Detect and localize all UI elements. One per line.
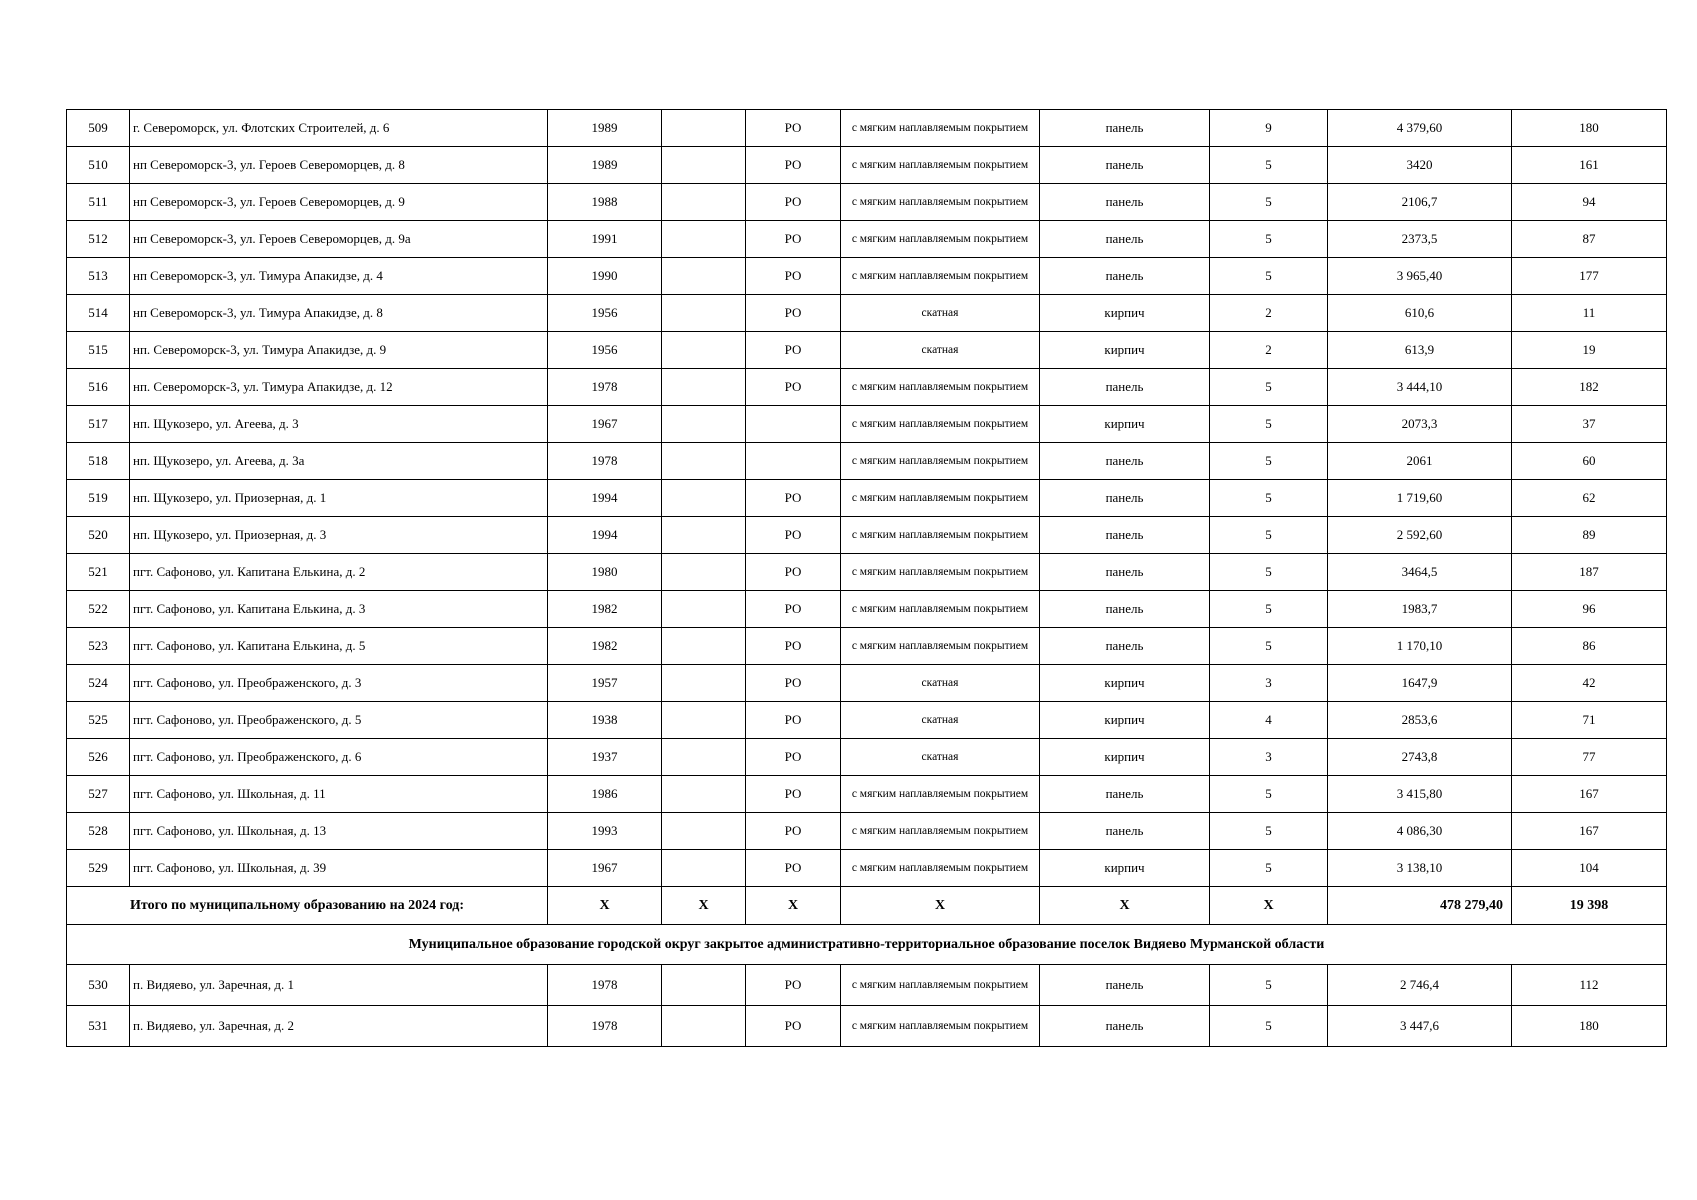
cell-wall: кирпич xyxy=(1040,739,1210,776)
cell-address: пгт. Сафоново, ул. Школьная, д. 11 xyxy=(130,776,548,813)
cell-col5: РО xyxy=(746,850,841,887)
cell-area: 2743,8 xyxy=(1328,739,1512,776)
cell-address: г. Североморск, ул. Флотских Строителей, д. 6 xyxy=(130,110,548,147)
cell-col4 xyxy=(662,184,746,221)
cell-col5: РО xyxy=(746,628,841,665)
table-body-main xyxy=(67,110,1667,887)
cell-col5: РО xyxy=(746,110,841,147)
cell-roof: с мягким наплавляемым покрытием xyxy=(841,480,1040,517)
cell-number: 510 xyxy=(67,147,130,184)
table-row xyxy=(67,110,1667,147)
cell-residents: 177 xyxy=(1512,258,1667,295)
cell-address: нп. Щукозеро, ул. Агеева, д. 3 xyxy=(130,406,548,443)
table-row xyxy=(67,1006,1667,1047)
cell-floors: 9 xyxy=(1210,110,1328,147)
cell-wall: панель xyxy=(1040,147,1210,184)
cell-wall: панель xyxy=(1040,776,1210,813)
cell-col4 xyxy=(662,739,746,776)
cell-number: 520 xyxy=(67,517,130,554)
cell-number: 513 xyxy=(67,258,130,295)
cell-residents: 37 xyxy=(1512,406,1667,443)
cell-col5: РО xyxy=(746,739,841,776)
cell-floors: 5 xyxy=(1210,965,1328,1006)
cell-year: 1991 xyxy=(548,221,662,258)
cell-residents: 86 xyxy=(1512,628,1667,665)
cell-year: 1980 xyxy=(548,554,662,591)
cell-year: 1978 xyxy=(548,443,662,480)
cell-address: нп. Щукозеро, ул. Приозерная, д. 3 xyxy=(130,517,548,554)
cell-area: 2 746,4 xyxy=(1328,965,1512,1006)
cell-address: нп Североморск-3, ул. Героев Североморцев, д. 8 xyxy=(130,147,548,184)
cell-number: 523 xyxy=(67,628,130,665)
table-row xyxy=(67,739,1667,776)
cell-wall: панель xyxy=(1040,517,1210,554)
cell-floors: 5 xyxy=(1210,443,1328,480)
total-residents: 19 398 xyxy=(1512,887,1667,925)
cell-col5: РО xyxy=(746,665,841,702)
total-cell-x: X xyxy=(548,887,662,925)
cell-residents: 60 xyxy=(1512,443,1667,480)
cell-roof: с мягким наплавляемым покрытием xyxy=(841,443,1040,480)
cell-col4 xyxy=(662,628,746,665)
cell-floors: 5 xyxy=(1210,147,1328,184)
cell-floors: 5 xyxy=(1210,776,1328,813)
section-title: Муниципальное образование городской округ закрытое административно-территориальное образование поселок Видяево Мурманской области xyxy=(67,925,1667,965)
cell-address: нп. Североморск-3, ул. Тимура Апакидзе, д. 9 xyxy=(130,332,548,369)
table-row xyxy=(67,776,1667,813)
cell-wall: кирпич xyxy=(1040,406,1210,443)
cell-address: нп. Североморск-3, ул. Тимура Апакидзе, д. 12 xyxy=(130,369,548,406)
total-cell-x: X xyxy=(1040,887,1210,925)
cell-roof: с мягким наплавляемым покрытием xyxy=(841,258,1040,295)
cell-roof: скатная xyxy=(841,295,1040,332)
table-row xyxy=(67,147,1667,184)
cell-residents: 19 xyxy=(1512,332,1667,369)
cell-residents: 42 xyxy=(1512,665,1667,702)
cell-area: 3 138,10 xyxy=(1328,850,1512,887)
cell-residents: 167 xyxy=(1512,813,1667,850)
cell-floors: 5 xyxy=(1210,591,1328,628)
cell-address: пгт. Сафоново, ул. Школьная, д. 39 xyxy=(130,850,548,887)
cell-col4 xyxy=(662,591,746,628)
cell-address: нп Североморск-3, ул. Героев Североморцев, д. 9 xyxy=(130,184,548,221)
cell-col4 xyxy=(662,1006,746,1047)
cell-residents: 89 xyxy=(1512,517,1667,554)
cell-year: 1967 xyxy=(548,850,662,887)
cell-residents: 180 xyxy=(1512,110,1667,147)
cell-wall: панель xyxy=(1040,965,1210,1006)
cell-year: 1994 xyxy=(548,480,662,517)
cell-col4 xyxy=(662,369,746,406)
cell-floors: 5 xyxy=(1210,184,1328,221)
cell-floors: 5 xyxy=(1210,628,1328,665)
cell-year: 1994 xyxy=(548,517,662,554)
table-row xyxy=(67,554,1667,591)
cell-col5: РО xyxy=(746,184,841,221)
cell-roof: скатная xyxy=(841,665,1040,702)
cell-address: нп Североморск-3, ул. Тимура Апакидзе, д. 4 xyxy=(130,258,548,295)
cell-year: 1978 xyxy=(548,1006,662,1047)
cell-col5: РО xyxy=(746,147,841,184)
cell-number: 525 xyxy=(67,702,130,739)
cell-residents: 187 xyxy=(1512,554,1667,591)
cell-area: 3420 xyxy=(1328,147,1512,184)
cell-year: 1956 xyxy=(548,295,662,332)
cell-wall: панель xyxy=(1040,480,1210,517)
cell-roof: с мягким наплавляемым покрытием xyxy=(841,776,1040,813)
cell-residents: 94 xyxy=(1512,184,1667,221)
cell-col4 xyxy=(662,480,746,517)
cell-address: п. Видяево, ул. Заречная, д. 2 xyxy=(130,1006,548,1047)
cell-roof: с мягким наплавляемым покрытием xyxy=(841,369,1040,406)
cell-floors: 5 xyxy=(1210,554,1328,591)
cell-area: 3 965,40 xyxy=(1328,258,1512,295)
cell-floors: 5 xyxy=(1210,850,1328,887)
cell-area: 3 447,6 xyxy=(1328,1006,1512,1047)
table-row xyxy=(67,965,1667,1006)
cell-year: 1982 xyxy=(548,591,662,628)
cell-wall: кирпич xyxy=(1040,665,1210,702)
total-cell-x: X xyxy=(746,887,841,925)
cell-floors: 5 xyxy=(1210,1006,1328,1047)
cell-residents: 11 xyxy=(1512,295,1667,332)
cell-col5 xyxy=(746,406,841,443)
cell-roof: с мягким наплавляемым покрытием xyxy=(841,850,1040,887)
cell-area: 2 592,60 xyxy=(1328,517,1512,554)
cell-number: 515 xyxy=(67,332,130,369)
cell-roof: с мягким наплавляемым покрытием xyxy=(841,147,1040,184)
cell-year: 1956 xyxy=(548,332,662,369)
cell-residents: 87 xyxy=(1512,221,1667,258)
cell-col4 xyxy=(662,147,746,184)
cell-address: пгт. Сафоново, ул. Преображенского, д. 3 xyxy=(130,665,548,702)
cell-floors: 4 xyxy=(1210,702,1328,739)
cell-address: пгт. Сафоново, ул. Преображенского, д. 5 xyxy=(130,702,548,739)
table-row xyxy=(67,406,1667,443)
table-row xyxy=(67,591,1667,628)
cell-area: 3464,5 xyxy=(1328,554,1512,591)
table-row xyxy=(67,258,1667,295)
cell-number: 519 xyxy=(67,480,130,517)
cell-year: 1986 xyxy=(548,776,662,813)
cell-roof: с мягким наплавляемым покрытием xyxy=(841,1006,1040,1047)
cell-area: 2073,3 xyxy=(1328,406,1512,443)
total-area: 478 279,40 xyxy=(1328,887,1512,925)
cell-col5: РО xyxy=(746,813,841,850)
cell-floors: 5 xyxy=(1210,369,1328,406)
table-row xyxy=(67,369,1667,406)
cell-col5: РО xyxy=(746,965,841,1006)
cell-residents: 112 xyxy=(1512,965,1667,1006)
cell-col4 xyxy=(662,850,746,887)
cell-address: нп. Щукозеро, ул. Агеева, д. 3а xyxy=(130,443,548,480)
cell-residents: 180 xyxy=(1512,1006,1667,1047)
cell-roof: с мягким наплавляемым покрытием xyxy=(841,221,1040,258)
cell-number: 516 xyxy=(67,369,130,406)
cell-year: 1957 xyxy=(548,665,662,702)
cell-number: 517 xyxy=(67,406,130,443)
cell-year: 1989 xyxy=(548,147,662,184)
housing-register-table xyxy=(66,109,1667,1047)
cell-col5: РО xyxy=(746,591,841,628)
cell-wall: панель xyxy=(1040,554,1210,591)
cell-col4 xyxy=(662,295,746,332)
cell-col5: РО xyxy=(746,258,841,295)
cell-area: 2373,5 xyxy=(1328,221,1512,258)
cell-wall: панель xyxy=(1040,258,1210,295)
cell-area: 1647,9 xyxy=(1328,665,1512,702)
cell-roof: с мягким наплавляемым покрытием xyxy=(841,110,1040,147)
cell-year: 1982 xyxy=(548,628,662,665)
cell-floors: 2 xyxy=(1210,332,1328,369)
cell-number: 521 xyxy=(67,554,130,591)
cell-number: 514 xyxy=(67,295,130,332)
cell-area: 1 719,60 xyxy=(1328,480,1512,517)
total-row xyxy=(67,887,1667,925)
cell-col4 xyxy=(662,702,746,739)
cell-floors: 2 xyxy=(1210,295,1328,332)
cell-col4 xyxy=(662,221,746,258)
cell-floors: 5 xyxy=(1210,258,1328,295)
cell-number: 528 xyxy=(67,813,130,850)
cell-residents: 182 xyxy=(1512,369,1667,406)
cell-floors: 5 xyxy=(1210,517,1328,554)
cell-roof: с мягким наплавляемым покрытием xyxy=(841,554,1040,591)
cell-year: 1978 xyxy=(548,965,662,1006)
cell-area: 610,6 xyxy=(1328,295,1512,332)
cell-wall: кирпич xyxy=(1040,295,1210,332)
cell-wall: панель xyxy=(1040,443,1210,480)
cell-floors: 5 xyxy=(1210,221,1328,258)
cell-roof: скатная xyxy=(841,332,1040,369)
cell-address: п. Видяево, ул. Заречная, д. 1 xyxy=(130,965,548,1006)
cell-floors: 5 xyxy=(1210,406,1328,443)
cell-col5: РО xyxy=(746,517,841,554)
cell-col5: РО xyxy=(746,295,841,332)
cell-residents: 77 xyxy=(1512,739,1667,776)
cell-col5: РО xyxy=(746,332,841,369)
total-cell-x: X xyxy=(1210,887,1328,925)
cell-area: 613,9 xyxy=(1328,332,1512,369)
cell-col4 xyxy=(662,110,746,147)
cell-wall: панель xyxy=(1040,591,1210,628)
table-body-section xyxy=(67,965,1667,1047)
cell-year: 1978 xyxy=(548,369,662,406)
cell-number: 529 xyxy=(67,850,130,887)
table-row xyxy=(67,665,1667,702)
cell-col4 xyxy=(662,517,746,554)
cell-area: 3 444,10 xyxy=(1328,369,1512,406)
table-row xyxy=(67,295,1667,332)
cell-col4 xyxy=(662,332,746,369)
cell-roof: скатная xyxy=(841,739,1040,776)
cell-col5: РО xyxy=(746,776,841,813)
cell-area: 2106,7 xyxy=(1328,184,1512,221)
cell-number: 524 xyxy=(67,665,130,702)
cell-col5: РО xyxy=(746,554,841,591)
cell-wall: панель xyxy=(1040,110,1210,147)
cell-col5: РО xyxy=(746,369,841,406)
cell-col5: РО xyxy=(746,221,841,258)
cell-wall: панель xyxy=(1040,628,1210,665)
cell-number: 511 xyxy=(67,184,130,221)
cell-area: 2061 xyxy=(1328,443,1512,480)
cell-wall: кирпич xyxy=(1040,702,1210,739)
cell-year: 1988 xyxy=(548,184,662,221)
total-cell-x: X xyxy=(841,887,1040,925)
cell-number: 527 xyxy=(67,776,130,813)
cell-col5: РО xyxy=(746,1006,841,1047)
cell-address: пгт. Сафоново, ул. Капитана Елькина, д. 3 xyxy=(130,591,548,628)
cell-address: нп. Щукозеро, ул. Приозерная, д. 1 xyxy=(130,480,548,517)
cell-wall: панель xyxy=(1040,1006,1210,1047)
cell-residents: 104 xyxy=(1512,850,1667,887)
table-row xyxy=(67,443,1667,480)
table-row xyxy=(67,221,1667,258)
cell-col4 xyxy=(662,258,746,295)
cell-floors: 3 xyxy=(1210,665,1328,702)
cell-address: пгт. Сафоново, ул. Капитана Елькина, д. 5 xyxy=(130,628,548,665)
cell-year: 1938 xyxy=(548,702,662,739)
cell-floors: 5 xyxy=(1210,480,1328,517)
cell-year: 1937 xyxy=(548,739,662,776)
cell-wall: панель xyxy=(1040,221,1210,258)
cell-address: пгт. Сафоново, ул. Капитана Елькина, д. 2 xyxy=(130,554,548,591)
cell-area: 1983,7 xyxy=(1328,591,1512,628)
table-row xyxy=(67,813,1667,850)
cell-year: 1990 xyxy=(548,258,662,295)
cell-number: 526 xyxy=(67,739,130,776)
cell-number: 512 xyxy=(67,221,130,258)
cell-number: 518 xyxy=(67,443,130,480)
cell-roof: с мягким наплавляемым покрытием xyxy=(841,184,1040,221)
table-row xyxy=(67,480,1667,517)
cell-number: 531 xyxy=(67,1006,130,1047)
cell-col4 xyxy=(662,406,746,443)
cell-year: 1989 xyxy=(548,110,662,147)
cell-area: 2853,6 xyxy=(1328,702,1512,739)
cell-area: 4 086,30 xyxy=(1328,813,1512,850)
cell-number: 509 xyxy=(67,110,130,147)
cell-year: 1967 xyxy=(548,406,662,443)
cell-col4 xyxy=(662,776,746,813)
cell-col4 xyxy=(662,665,746,702)
cell-residents: 62 xyxy=(1512,480,1667,517)
cell-col4 xyxy=(662,554,746,591)
cell-roof: с мягким наплавляемым покрытием xyxy=(841,591,1040,628)
cell-address: нп Североморск-3, ул. Тимура Апакидзе, д. 8 xyxy=(130,295,548,332)
table-row xyxy=(67,702,1667,739)
table-row xyxy=(67,850,1667,887)
cell-wall: панель xyxy=(1040,813,1210,850)
table-row xyxy=(67,628,1667,665)
cell-wall: кирпич xyxy=(1040,332,1210,369)
cell-address: пгт. Сафоново, ул. Школьная, д. 13 xyxy=(130,813,548,850)
cell-area: 4 379,60 xyxy=(1328,110,1512,147)
cell-address: пгт. Сафоново, ул. Преображенского, д. 6 xyxy=(130,739,548,776)
cell-residents: 161 xyxy=(1512,147,1667,184)
cell-area: 1 170,10 xyxy=(1328,628,1512,665)
table-body-total xyxy=(67,887,1667,965)
cell-area: 3 415,80 xyxy=(1328,776,1512,813)
cell-number: 522 xyxy=(67,591,130,628)
cell-wall: панель xyxy=(1040,369,1210,406)
cell-year: 1993 xyxy=(548,813,662,850)
cell-floors: 3 xyxy=(1210,739,1328,776)
cell-number: 530 xyxy=(67,965,130,1006)
cell-col4 xyxy=(662,813,746,850)
cell-floors: 5 xyxy=(1210,813,1328,850)
total-label: Итого по муниципальному образованию на 2024 год: xyxy=(67,887,548,925)
cell-wall: панель xyxy=(1040,184,1210,221)
cell-roof: с мягким наплавляемым покрытием xyxy=(841,628,1040,665)
section-header-row xyxy=(67,925,1667,965)
cell-residents: 167 xyxy=(1512,776,1667,813)
cell-residents: 96 xyxy=(1512,591,1667,628)
cell-col5: РО xyxy=(746,702,841,739)
cell-col5: РО xyxy=(746,480,841,517)
cell-col5 xyxy=(746,443,841,480)
total-cell-x: X xyxy=(662,887,746,925)
cell-col4 xyxy=(662,965,746,1006)
cell-wall: кирпич xyxy=(1040,850,1210,887)
cell-roof: с мягким наплавляемым покрытием xyxy=(841,406,1040,443)
cell-roof: с мягким наплавляемым покрытием xyxy=(841,965,1040,1006)
cell-residents: 71 xyxy=(1512,702,1667,739)
table-row xyxy=(67,517,1667,554)
cell-col4 xyxy=(662,443,746,480)
cell-roof: с мягким наплавляемым покрытием xyxy=(841,813,1040,850)
table-row xyxy=(67,184,1667,221)
table-row xyxy=(67,332,1667,369)
cell-roof: с мягким наплавляемым покрытием xyxy=(841,517,1040,554)
cell-roof: скатная xyxy=(841,702,1040,739)
cell-address: нп Североморск-3, ул. Героев Североморцев, д. 9а xyxy=(130,221,548,258)
